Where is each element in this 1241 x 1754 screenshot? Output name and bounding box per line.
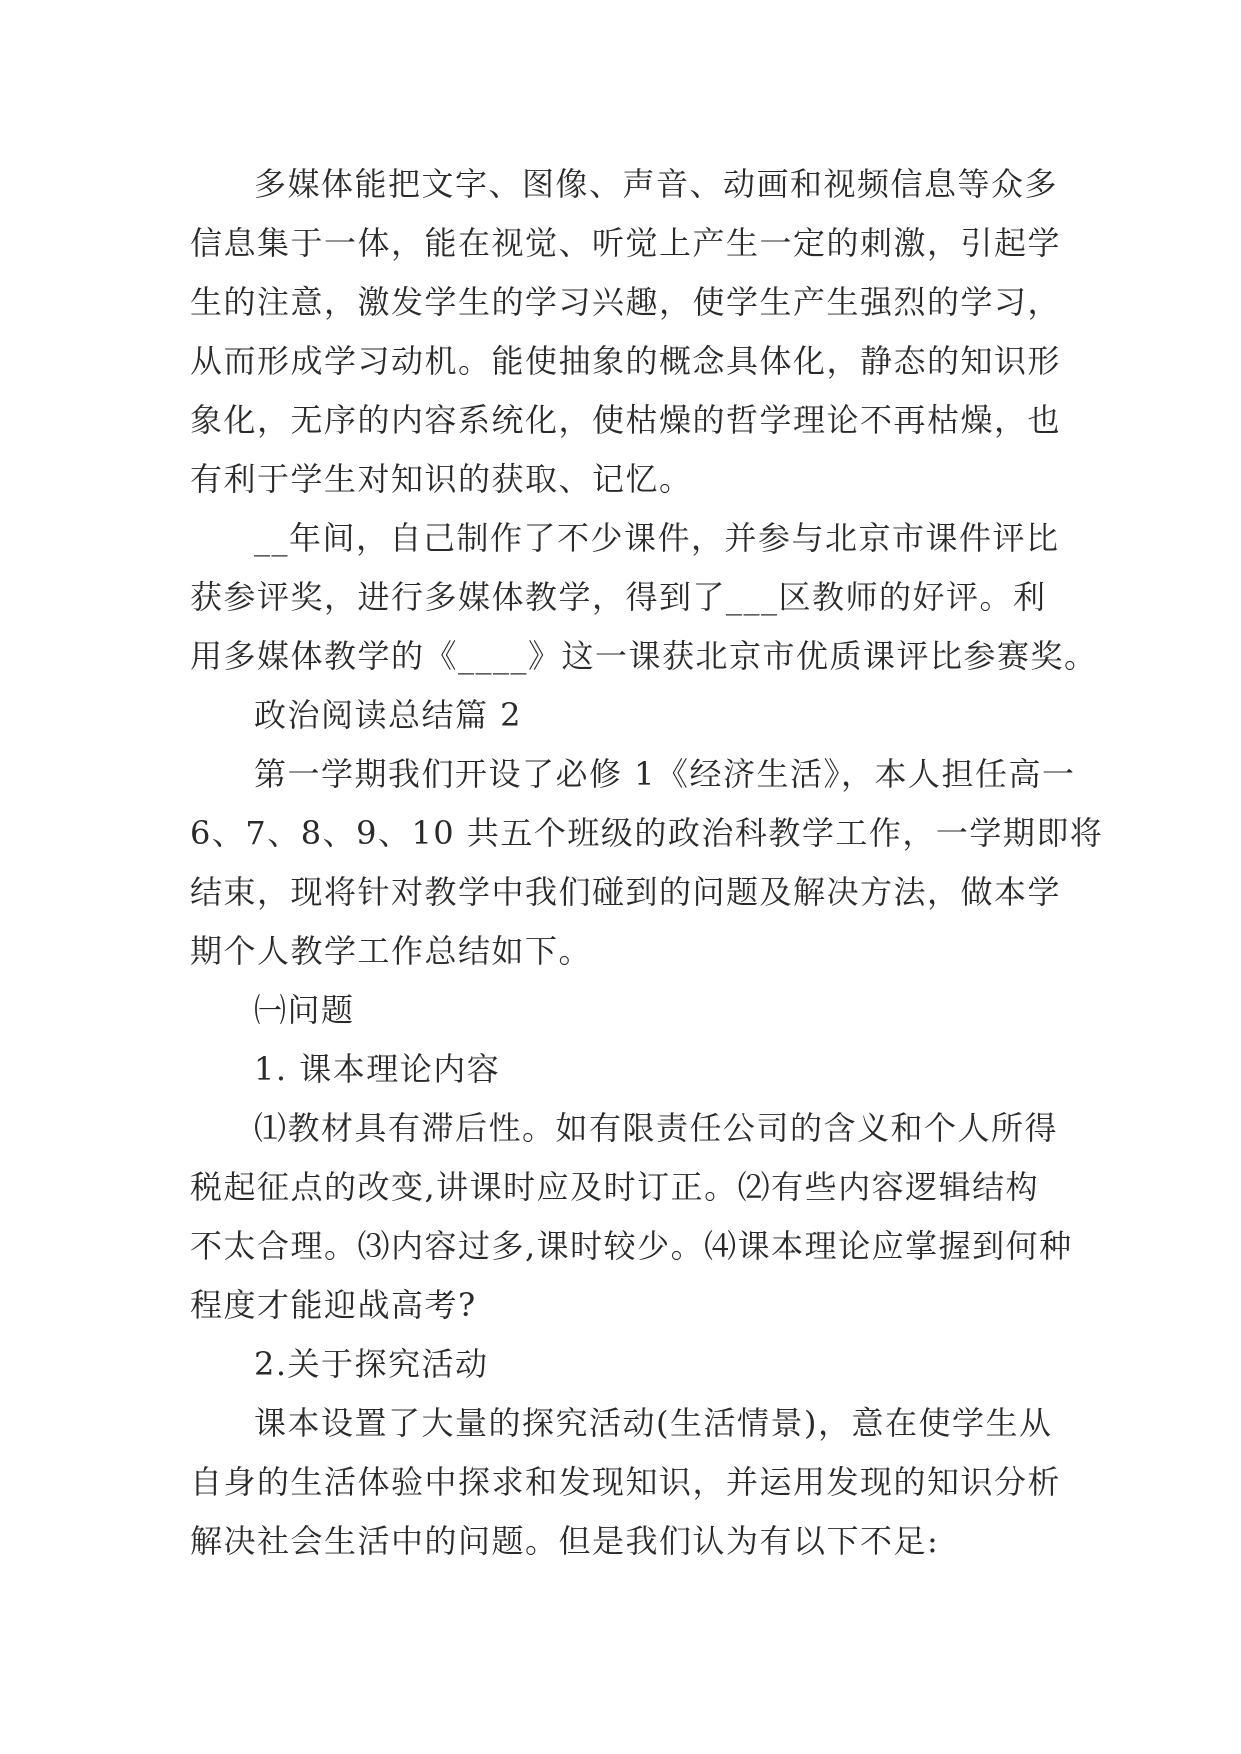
paragraph-line: __年间，自己制作了不少课件，并参与北京市课件评比	[254, 519, 1060, 557]
paragraph-line: ⑴教材具有滞后性。如有限责任公司的含义和个人所得	[254, 1109, 1059, 1147]
paragraph-line: 信息集于一体，能在视觉、听觉上产生一定的刺激，引起学	[190, 224, 1062, 262]
section-heading: 政治阅读总结篇 2	[254, 696, 523, 734]
paragraph-line: 不太合理。⑶内容过多,课时较少。⑷课本理论应掌握到何种	[190, 1227, 1073, 1265]
paragraph-line: 生的注意，激发学生的学习兴趣，使学生产生强烈的学习，	[190, 283, 1062, 321]
paragraph-line: 有利于学生对知识的获取、记忆。	[190, 460, 693, 498]
paragraph-line: 程度才能迎战高考?	[190, 1286, 477, 1324]
paragraph-line: 用多媒体教学的《____》这一课获北京市优质课评比参赛奖。	[190, 637, 1098, 675]
paragraph-line: 象化，无序的内容系统化，使枯燥的哲学理论不再枯燥，也	[190, 401, 1062, 439]
paragraph-line: 结束，现将针对教学中我们碰到的问题及解决方法，做本学	[190, 873, 1062, 911]
paragraph-line: 课本设置了大量的探究活动(生活情景)，意在使学生从	[254, 1404, 1053, 1442]
document-body	[190, 155, 1104, 1571]
paragraph-line: 解决社会生活中的问题。但是我们认为有以下不足:	[190, 1522, 940, 1560]
subsection-heading: 2.关于探究活动	[254, 1345, 489, 1383]
paragraph-line: 税起征点的改变,讲课时应及时订正。⑵有些内容逻辑结构	[190, 1168, 1040, 1206]
paragraph-line: 多媒体能把文字、图像、声音、动画和视频信息等众多	[254, 165, 1059, 203]
subsection-heading: ㈠问题	[254, 991, 355, 1029]
paragraph-line: 获参评奖，进行多媒体教学，得到了___区教师的好评。利	[190, 578, 1047, 616]
paragraph-line: 第一学期我们开设了必修 1《经济生活》，本人担任高一	[254, 755, 1076, 793]
paragraph-line: 6、7、8、9、10 共五个班级的政治科教学工作，一学期即将	[190, 814, 1104, 852]
paragraph-line: 期个人教学工作总结如下。	[190, 932, 593, 970]
paragraph-line: 自身的生活体验中探求和发现知识，并运用发现的知识分析	[190, 1463, 1062, 1501]
subsection-heading: 1. 课本理论内容	[254, 1050, 501, 1088]
paragraph-line: 从而形成学习动机。能使抽象的概念具体化，静态的知识形	[190, 342, 1062, 380]
